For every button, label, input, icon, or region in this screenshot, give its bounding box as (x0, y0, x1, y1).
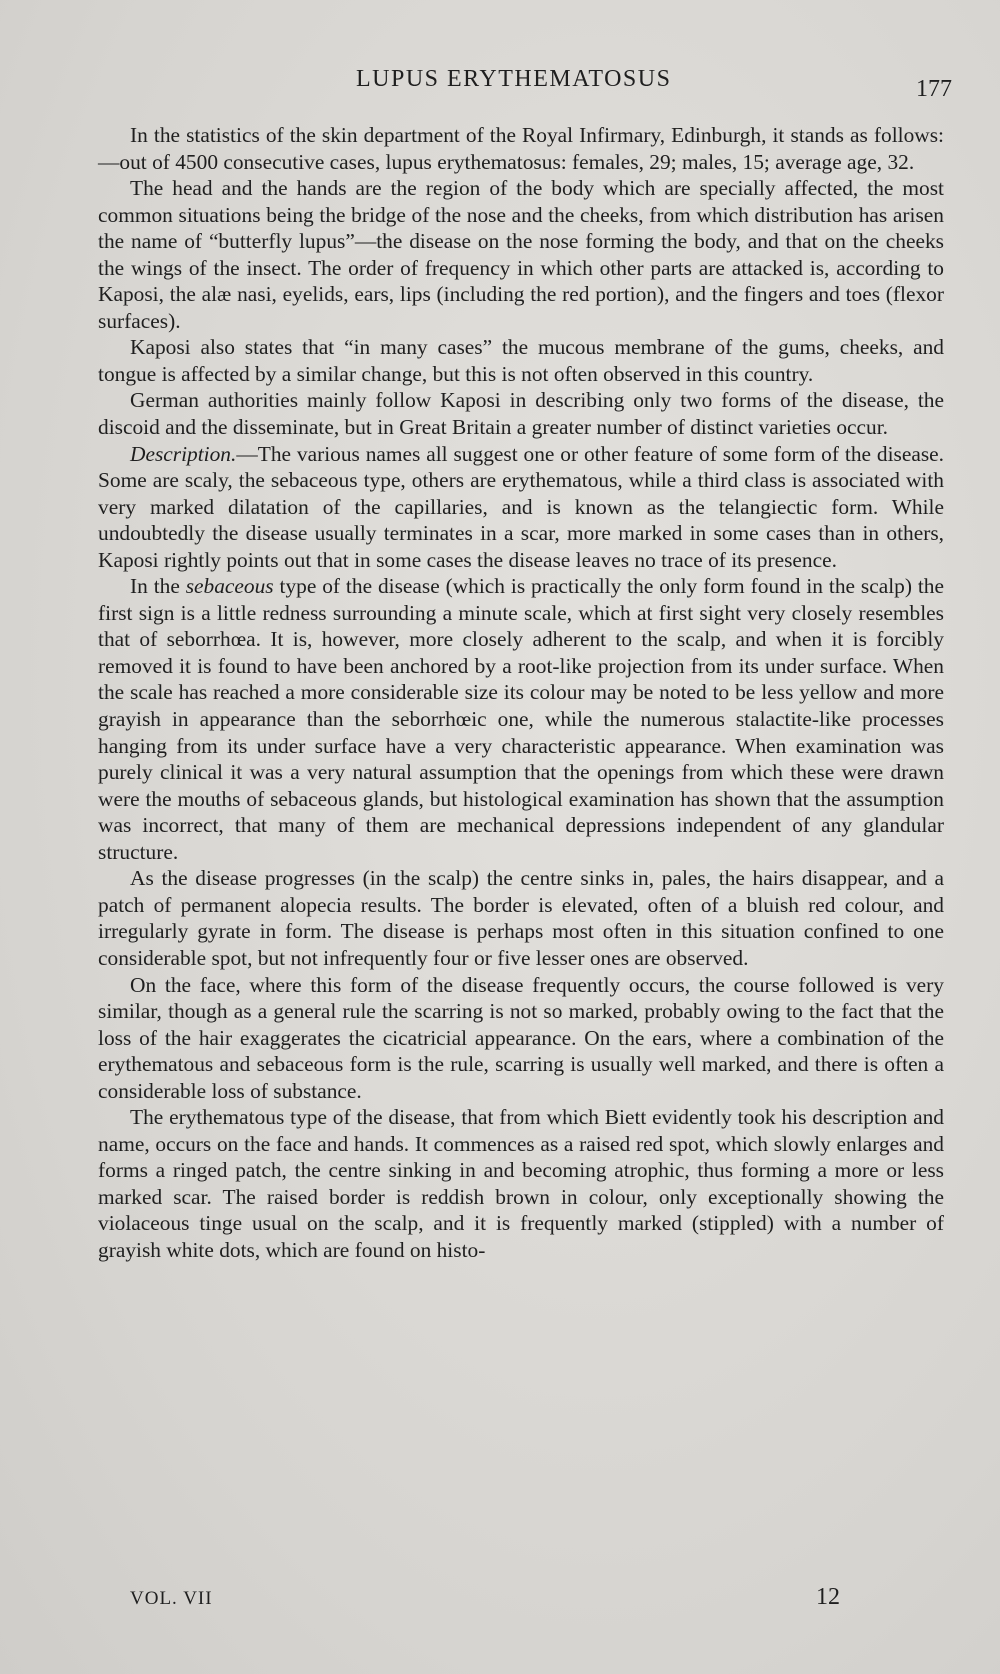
body-text (98, 122, 944, 1264)
paragraph-text-lead: In the (130, 574, 186, 599)
paragraph-text: —The various names all suggest one or other feature of some form of the disease. Some are scaly, the sebaceous type, others are erythematous, while a third class is associated with very marked dilatation of the capillaries, and is known as the telangiectic form. While undoubtedly the disease usually terminates in a scar, more marked in some cases than in others, Kaposi rightly points out that in some cases the disease leaves no trace of its presence. (98, 441, 944, 572)
run-in-heading: Description. (130, 441, 237, 466)
paragraph-forms (98, 387, 944, 440)
paragraph-scalp-progression (98, 865, 944, 971)
running-head (100, 66, 952, 106)
paragraph-statistics (98, 122, 944, 175)
emphasis-term: sebaceous (185, 574, 274, 599)
paragraph-text: On the face, where this form of the disease frequently occurs, the course followed is very similar, though as a general rule the scarring is not so marked, probably owing to the fact that the loss of the hair exaggerates the cicatricial appearance. On the ears, where a combination of the erythematous and sebaceous form is the rule, scarring is usually well marked, and there is often a considerable loss of substance. (98, 972, 944, 1103)
paragraph-distribution (98, 175, 944, 334)
paragraph-face (98, 972, 944, 1105)
paragraph-text: The head and the hands are the region of the body which are specially affected, the most common situations being the bridge of the nose and the cheeks, from which distribution has arisen the name of “butterfly lupus”—the disease on the nose forming the body, and that on the cheeks the wings of the insect. The order of frequency in which other parts are attacked is, according to Kaposi, the alæ nasi, eyelids, ears, lips (including the red portion), and the fingers and toes (flexor surfaces). (98, 176, 944, 333)
paragraph-text: As the disease progresses (in the scalp) the centre sinks in, pales, the hairs disappear, and a patch of permanent alopecia results. The border is elevated, often of a bluish red colour, and irregularly gyrate in form. The disease is perhaps most often in this situation confined to one considerable spot, but not infrequently four or five lesser ones are observed. (98, 866, 944, 970)
paragraph-mucous-membrane (98, 334, 944, 387)
paragraph-sebaceous-type (98, 573, 944, 865)
paragraph-text: In the statistics of the skin department of the Royal Infirmary, Edinburgh, it stands as follows:—out of 4500 consecutive cases, lupus erythematosus: females, 29; males, 15; average age, 32. (98, 123, 944, 174)
chapter-title: LUPUS ERYTHEMATOSUS (356, 66, 672, 92)
paragraph-text: type of the disease (which is practically the only form found in the scalp) the first sign is a little redness surrounding a minute scale, which at first sight very closely resembles that of seborrhœa. It is, however, more closely adherent to the scalp, and when it is forcibly removed it is found to have been anchored by a root-like projection from its under surface. When the scale has reached a more considerable size its colour may be noted to be less yellow and more grayish in appearance than the seborrhœic one, while the numerous stalactite-like processes hanging from its under surface have a very characteristic appearance. When examination was purely clinical it was a very natural assumption that the openings from which these were drawn were the mouths of sebaceous glands, but histological examination has shown that the assumption was incorrect, that many of them are mechanical depressions independent of any glandular structure. (98, 574, 944, 864)
signature-mark: 12 (816, 1584, 840, 1610)
paragraph-text: Kaposi also states that “in many cases” the mucous membrane of the gums, cheeks, and tongue is affected by a similar change, but this is not often observed in this country. (98, 335, 944, 386)
paragraph-text: German authorities mainly follow Kaposi in describing only two forms of the disease, the discoid and the disseminate, but in Great Britain a greater number of distinct varieties occur. (98, 388, 944, 440)
paragraph-text: The erythematous type of the disease, that from which Biett evidently took his description and name, occurs on the face and hands. It commences as a raised red spot, which slowly enlarges and forms a ringed patch, the centre sinking in and becoming atrophic, thus forming a more or less marked scar. The raised border is reddish brown in colour, only exceptionally showing the violaceous tinge usual on the scalp, and it is frequently marked (stippled) with a number of grayish white dots, which are found on histo- (98, 1105, 944, 1262)
volume-label: VOL. VII (130, 1588, 213, 1609)
paragraph-description (98, 441, 944, 574)
paragraph-erythematous-type (98, 1104, 944, 1263)
page-footer (130, 1584, 850, 1618)
page-number: 177 (916, 76, 952, 102)
